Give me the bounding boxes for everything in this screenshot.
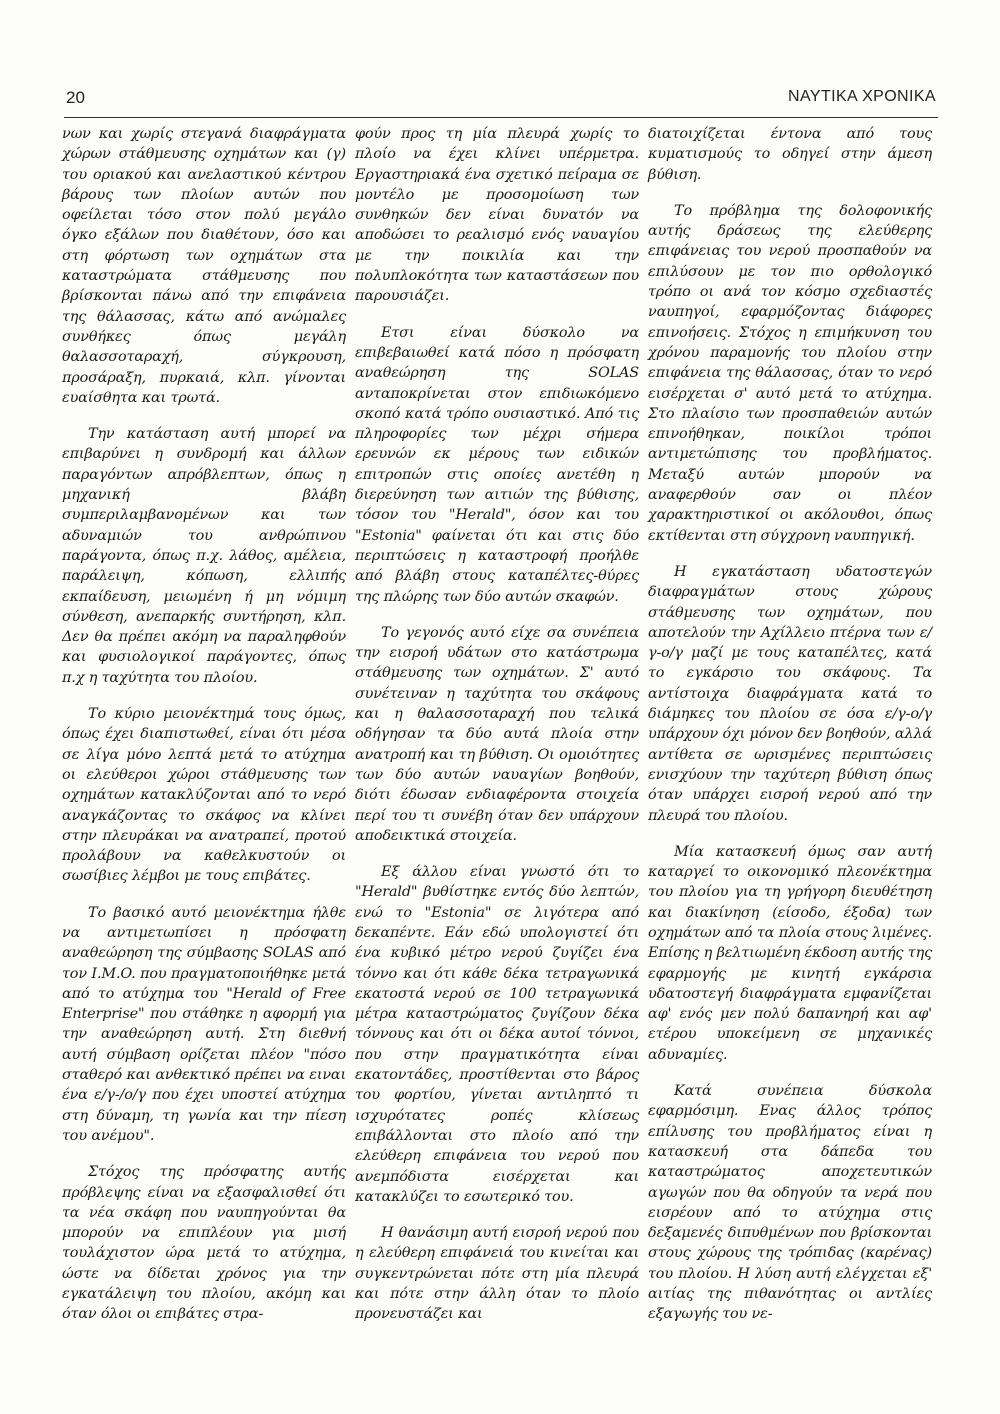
paragraph: Η εγκατάσταση υδατοστεγών διαφραγμάτων στους χώρους στάθμευσης των οχημάτων, που αποτελούν την Αχίλλειο πτέρνα των ε/γ-ο/γ μαζί με τους καταπέλτες, κατά το εγκάρσιο του σκάφους. Τα αντίστοιχα διαφράγματα κατά το διάμηκες του πλοίου σε όσα ε/γ-ο/γ υπάρχουν όχι μόνον δεν βοηθούν, αλλά αντίθετα σε ωρισμένες περιπτώσεις ενισχύουν την ταχύτερη βύθιση όπως όταν υπάρχει εισροή νερού από την πλευρά του πλοίου.: [648, 563, 932, 824]
paragraph: Κατά συνέπεια δύσκολα εφαρμόσιμη. Ενας άλλος τρόπος επίλυσης του προβλήματος είναι η κατασκευή στα δάπεδα του καταστρώματος αποχετευτικών αγωγών που θα οδηγούν τα νερά που εισρέουν από το ατύχημα στις δεξαμενές διπυθμένων που βρίσκονται στους χώρους της τρόπιδας (καρένας) του πλοίου. Η λύση αυτή ελέγχεται εξ' αιτίας της πιθανότητας οι αντλίες εξαγωγής του νε-: [648, 1083, 932, 1323]
running-title: ΝΑΥΤΙΚΑ ΧΡΟΝΙΚΑ: [788, 88, 936, 105]
paragraph: Στόχος της πρόσφατης αυτής πρόβλεψης είναι να εξασφαλισθεί ότι τα νέα σκάφη που ναυπηγούνται θα μπορούν να επιπλέουν για μισή τουλάχιστον ώρα μετά το ατύχημα, ώστε να δίδεται χρόνος για την εγκατάλειψη του πλοίου, ακόμη και όταν όλοι οι επιβάτες στρα-: [62, 1164, 346, 1323]
paragraph: Το πρόβλημα της δολοφονικής αυτής δράσεως της ελεύθερης επιφάνειας του νερού προσπαθούν να επιλύσουν με τον πιο ορθολογικό τρόπο οι ανά τον κόσμο σχεδιαστές ναυπηγοί, εφαρμόζοντας διάφορες επινοήσεις. Στόχος η επιμήκυνση του χρόνου παραμονής του πλοίου στην επιφάνεια της θάλασσας, όταν το νερό εισέρχεται σ' αυτό μετά το ατύχημα. Στο πλαίσιο των προσπαθειών αυτών επινοήθηκαν, ποικίλοι τρόποι αντιμετώπισης του προβλήματος. Μεταξύ αυτών μπορούν να αναφερθούν σαν οι πλέον χαρακτηριστικοί οι ακόλουθοι, όπως εκτίθενται στη σύγχρονη ναυπηγική.: [648, 202, 932, 544]
paragraph: Εξ άλλου είναι γνωστό ότι το "Herald" βυθίστηκε εντός δύο λεπτών, ενώ το "Estonia" σε λιγότερα από δεκαπέντε. Εάν εδώ υπολογιστεί ότι ένα κυβικό μέτρο νερού ζυγίζει ένα τόννο και ότι κάθε δέκα τετραγωνικά εκατοστά νερού σε 100 τετραγωνικά μέτρα καταστρώματος ζυγίζουν δέκα τόννους και ότι οι δέκα αυτοί τόννοι, που στην πραγματικότητα είναι εκατοντάδες, προστίθενται στο βάρος του φορτίου, γίνεται αντιληπτό τι ισχυρότατες ροπές κλίσεως επιβάλλονται στο πλοίο από την ελεύθερη επιφάνεια του νερού που ανεμπόδιστα εισέρχεται και κατακλύζει το εσωτερικό του.: [355, 864, 639, 1205]
paragraph: Η θανάσιμη αυτή εισροή νερού που η ελεύθερη επιφάνειά του κινείται και συγκεντρώνεται πότε στη μία πλευρά και πότε στην άλλη όταν το πλοίο προνευστάζει και: [355, 1225, 639, 1323]
header-rule: [64, 117, 938, 118]
paragraph: Ετσι είναι δύσκολο να επιβεβαιωθεί κατά πόσο η πρόσφατη αναθεώρηση της SOLAS ανταποκρίνεται στον επιδιωκόμενο σκοπό κατά τρόπο ουσιαστικό. Από τις πληροφορίες των μέχρι σήμερα ερευνών εκ μέρους των ειδικών επιτροπών στις οποίες ανετέθη η διερεύνηση των αιτιών της βύθισης, τόσον του "Herald", όσον και του "Estonia" φαίνεται ότι και στις δύο περιπτώσεις η καταστροφή προήλθε από βλάβη στους καταπέλτες-θύρες της πλώρης των δύο αυτών σκαφών.: [355, 324, 639, 605]
paragraph: φούν προς τη μία πλευρά χωρίς το πλοίο να έχει κλίνει υπέρμετρα. Εργαστηριακά ένα σχετικό πείραμα σε μοντέλο με προσομοίωση των συνθηκών δεν είναι δυνατόν να αποδώσει το ρεαλισμό ενός ναυαγίου με την ποικιλία και την πολυπλοκότητα των καταστάσεων που παρουσιάζει.: [355, 126, 639, 305]
paragraph: Το γεγονός αυτό είχε σα συνέπεια την εισροή υδάτων στο κατάστρωμα στάθμευσης των οχημάτων. Σ' αυτό συνέτειναν η ταχύτητα του σκάφους και η θαλασσοταραχή που τελικά οδήγησαν τα δύο αυτά πλοία στην ανατροπή και τη βύθιση. Οι ομοιότητες των δύο αυτών ναυαγίων βοηθούν, διότι έδωσαν ενδιαφέροντα στοιχεία περί του τι συνέβη όταν δεν υπάρχουν αποδεικτικά στοιχεία.: [355, 624, 639, 844]
paragraph: διατοιχίζεται έντονα από τους κυματισμούς το οδηγεί στην άμεση βύθιση.: [648, 126, 932, 183]
paragraph: Μία κατασκευή όμως σαν αυτή καταργεί το οικονομικό πλεονέκτημα του πλοίου για τη γρήγορη διευθέτηση και διακίνηση (είσοδο, έξοδα) των οχημάτων από τα πλοία στους λιμένες. Επίσης η βελτιωμένη έκδοση αυτής της εφαρμογής με κινητή εγκάρσια υδατοστεγή διαφράγματα εμφανίζεται αφ' ενός μεν πολύ δαπανηρή και αφ' ετέρου υποκείμενη σε μηχανικές αδυναμίες.: [648, 843, 932, 1063]
page-number: 20: [66, 88, 85, 107]
paragraph: Το βασικό αυτό μειονέκτημα ήλθε να αντιμετωπίσει η πρόσφατη αναθεώρηση της σύμβασης SOLAS από τον I.M.O. που πραγματοποιήθηκε μετά από το ατύχημα του "Herald of Free Enterprise" που στάθηκε η αφορμή για την αναθεώρηση αυτή. Στη διεθνή αυτή σύμβαση ορίζεται πλέον "πόσο σταθερό και ανθεκτικό πρέπει να ειναι ένα ε/γ-/ο/γ που έχει υποστεί ατύχημα στη δύναμη, τη γωνία και την πίεση του ανέμου".: [62, 904, 346, 1144]
column-2: [355, 124, 639, 1394]
paragraph: νων και χωρίς στεγανά διαφράγματα χώρων στάθμευσης οχημάτων και (γ) του οριακού και ανελαστικού κέντρου βάρους των πλοίων αυτών που οφείλεται τόσο στον πολύ μεγάλο όγκο εξάλων που διαθέτουν, όσο και στη φόρτωση των οχημάτων στα καταστρώματα στάθμευσης που βρίσκονται πάνω από την επιφάνεια της θάλασσας, κάτω από ανώμαλες συνθήκες όπως μεγάλη θαλασσοταραχή, σύγκρουση, προσάραξη, πυρκαιά, κλπ. γίνονται ευαίσθητα και τρωτά.: [62, 126, 346, 406]
column-1: [62, 124, 346, 1394]
paragraph: Την κατάσταση αυτή μπορεί να επιβαρύνει η συνδρομή και άλλων παραγόντων απρόβλεπτων, όπως η μηχανική βλάβη συμπεριλαμβανομένων και των αδυναμιών του ανθρώπινου παράγοντα, όπως π.χ. λάθος, αμέλεια, παράλειψη, κόπωση, ελλιπής εκπαίδευση, μειωμένη ή μη νόμιμη σύνθεση, ανεπαρκής συντήρηση, κλπ. Δεν θα πρέπει ακόμη να παραληφθούν και φυσιολογικοί παράγοντες, όπως π.χ η ταχύτητα του πλοίου.: [62, 426, 346, 686]
paragraph: Το κύριο μειονέκτημά τους όμως, όπως έχει διαπιστωθεί, είναι ότι μέσα σε λίγα μόνο λεπτά μετά το ατύχημα οι ελεύθεροι χώροι στάθμευσης των οχημάτων κατακλύζονται από το νερό αναγκάζοντας το σκάφος να κλίνει στην πλευράκαι να ανατραπεί, προτού προλάβουν να καθελκυστούν οι σωσίβιες λέμβοι με τους επιβάτες.: [62, 706, 346, 885]
column-3: [648, 124, 932, 1394]
article-body: [62, 124, 932, 1394]
